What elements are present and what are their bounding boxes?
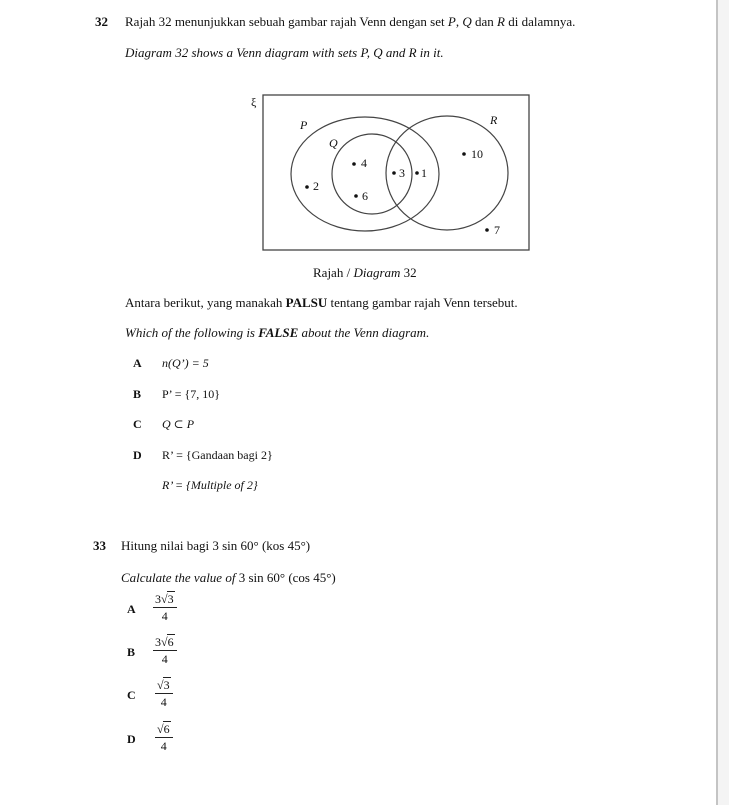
element-2: 2 xyxy=(313,179,319,193)
q32-option-c-text[interactable]: Q ⊂ P xyxy=(162,417,195,431)
q32-option-d-text[interactable]: R’ = {Gandaan bagi 2} xyxy=(162,448,273,462)
q32-option-d-text-en[interactable]: R’ = {Multiple of 2} xyxy=(162,478,258,492)
q33-option-d-fraction[interactable]: $\frac{√6}{4}$ xyxy=(155,722,173,753)
q32-option-b-letter[interactable]: B xyxy=(133,387,142,401)
q32-option-c-letter[interactable]: C xyxy=(133,417,142,431)
element-7: 7 xyxy=(494,223,500,237)
set-q-label: Q xyxy=(329,136,338,150)
element-6: 6 xyxy=(362,189,368,203)
diagram-caption: Rajah / Diagram 32 xyxy=(313,265,417,280)
venn-diagram xyxy=(245,85,545,260)
universal-set-symbol: ξ xyxy=(251,95,257,109)
q32-option-d-letter[interactable]: D xyxy=(133,448,142,462)
question-32-stem-en: Diagram 32 shows a Venn diagram with sets P, Q and R in it. xyxy=(125,45,444,60)
set-r-label: R xyxy=(490,113,498,127)
element-1: 1 xyxy=(421,166,427,180)
q32-option-a-letter[interactable]: A xyxy=(133,356,142,370)
q33-option-b-letter[interactable]: B xyxy=(127,645,136,659)
question-33-stem-en: Calculate the value of 3 sin 60° (cos 45°) xyxy=(121,570,336,585)
question-33-stem-ms: Hitung nilai bagi 3 sin 60° (kos 45°) xyxy=(121,538,311,553)
question-32-prompt-ms: Antara berikut, yang manakah PALSU tentang gambar rajah Venn tersebut. xyxy=(125,295,518,310)
q33-option-c-fraction[interactable]: $\frac{√3}{4}$ xyxy=(155,678,173,709)
q33-option-c-letter[interactable]: C xyxy=(127,688,136,702)
q33-option-a-fraction[interactable]: $\frac{3√3}{4}$ xyxy=(153,592,177,623)
question-32-prompt-en: Which of the following is FALSE about the Venn diagram. xyxy=(125,325,430,340)
question-32-stem-ms: Rajah 32 menunjukkan sebuah gambar rajah Venn dengan set P, Q dan R di dalamnya. xyxy=(125,14,576,29)
q33-option-b-fraction[interactable]: $\frac{3√6}{4}$ xyxy=(153,635,177,666)
set-p-label: P xyxy=(300,118,308,132)
question-33-number: 33 xyxy=(93,538,106,553)
q33-option-a-letter[interactable]: A xyxy=(127,602,136,616)
question-32-number: 32 xyxy=(95,14,108,29)
element-4: 4 xyxy=(361,156,367,170)
element-3: 3 xyxy=(399,166,405,180)
q33-option-d-letter[interactable]: D xyxy=(127,732,136,746)
q32-option-a-text[interactable]: n(Q’) = 5 xyxy=(162,356,209,370)
element-10: 10 xyxy=(471,147,483,161)
q32-option-b-text[interactable]: P’ = {7, 10} xyxy=(162,387,221,401)
